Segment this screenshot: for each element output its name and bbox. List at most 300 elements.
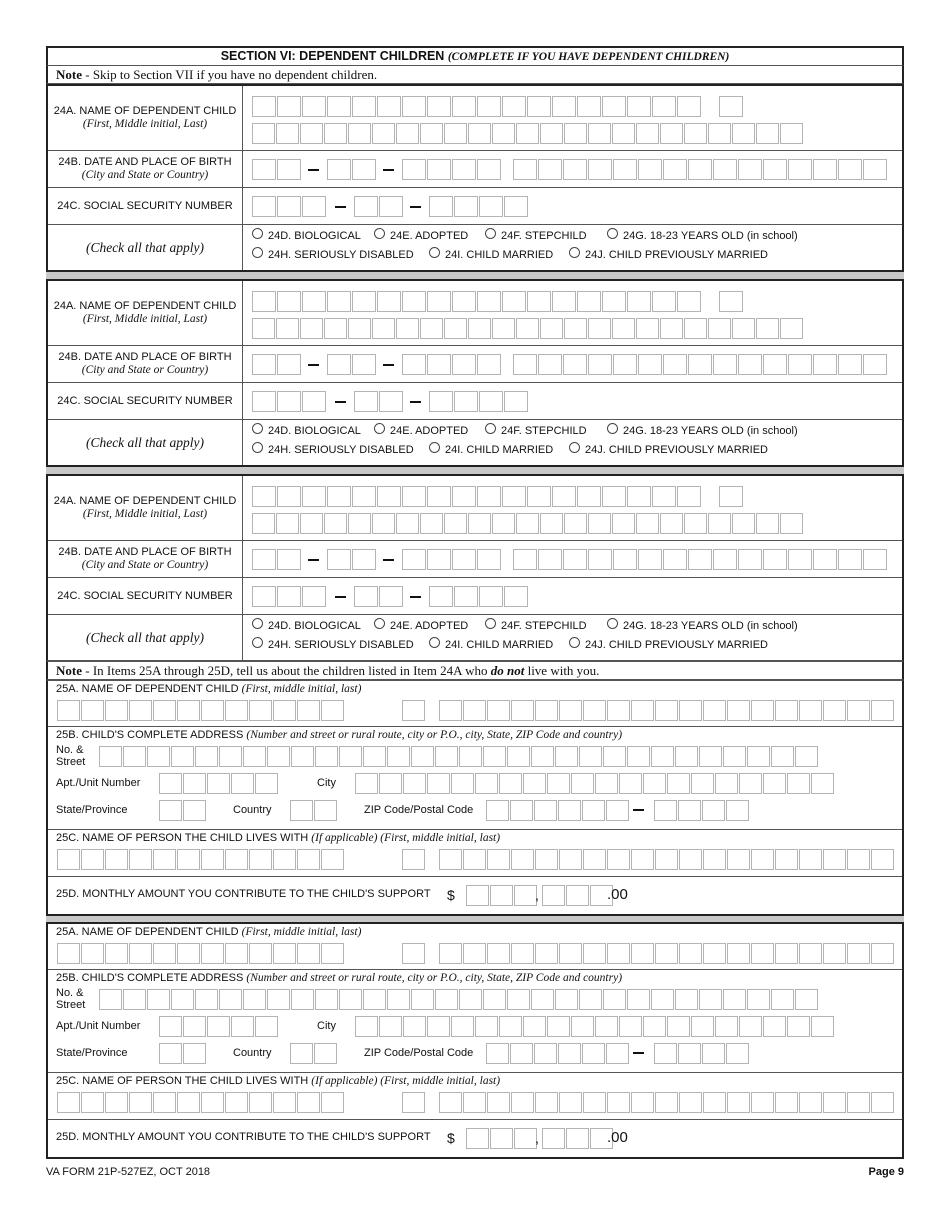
entry-box[interactable] (252, 486, 276, 507)
entry-box[interactable] (583, 943, 606, 964)
middle-initial-box[interactable] (719, 486, 744, 507)
entry-box[interactable] (602, 291, 626, 312)
checkbox-stepchild[interactable]: 24F. STEPCHILD (485, 230, 587, 242)
entry-box[interactable] (302, 486, 326, 507)
entry-box[interactable] (427, 291, 451, 312)
entry-box[interactable] (225, 700, 248, 721)
entry-box[interactable] (751, 1092, 774, 1113)
entry-box[interactable] (291, 989, 314, 1010)
radio-icon[interactable] (485, 228, 496, 239)
entry-box[interactable] (147, 989, 170, 1010)
entry-box[interactable] (255, 1016, 278, 1037)
ssn-part2-boxes[interactable] (354, 196, 404, 217)
entry-box[interactable] (243, 746, 266, 767)
entry-box[interactable] (788, 159, 812, 180)
entry-box[interactable] (486, 1043, 509, 1064)
first-name-boxes[interactable] (252, 486, 702, 507)
ssn-field[interactable] (243, 383, 902, 419)
checkbox-biological[interactable]: 24D. BIOLOGICAL (252, 620, 361, 632)
entry-box[interactable] (563, 159, 587, 180)
entry-box[interactable] (727, 943, 750, 964)
entry-box[interactable] (583, 1092, 606, 1113)
entry-box[interactable] (249, 1092, 272, 1113)
entry-box[interactable] (57, 700, 80, 721)
entry-box[interactable] (535, 943, 558, 964)
entry-box[interactable] (627, 746, 650, 767)
entry-box[interactable] (652, 96, 676, 117)
entry-box[interactable] (420, 123, 443, 144)
year-boxes[interactable] (402, 354, 502, 375)
entry-box[interactable] (564, 123, 587, 144)
entry-box[interactable] (679, 1092, 702, 1113)
guardian-middle-initial-box[interactable] (402, 849, 426, 870)
entry-box[interactable] (602, 486, 626, 507)
entry-box[interactable] (514, 885, 537, 906)
entry-box[interactable] (352, 354, 376, 375)
entry-box[interactable] (540, 513, 563, 534)
entry-box[interactable] (527, 291, 551, 312)
entry-box[interactable] (105, 943, 128, 964)
ssn-part3-boxes[interactable] (429, 391, 529, 412)
entry-box[interactable] (183, 773, 206, 794)
entry-box[interactable] (159, 1043, 182, 1064)
entry-box[interactable] (81, 943, 104, 964)
year-boxes[interactable] (402, 549, 502, 570)
entry-box[interactable] (542, 885, 565, 906)
entry-box[interactable] (483, 746, 506, 767)
entry-box[interactable] (747, 746, 770, 767)
dob-field[interactable] (243, 151, 902, 187)
entry-box[interactable] (558, 800, 581, 821)
checkbox-adopted[interactable]: 24E. ADOPTED (374, 425, 468, 437)
ssn-part2-boxes[interactable] (354, 391, 404, 412)
entry-box[interactable] (379, 196, 403, 217)
entry-box[interactable] (577, 291, 601, 312)
entry-box[interactable] (613, 354, 637, 375)
entry-box[interactable] (651, 989, 674, 1010)
entry-box[interactable] (486, 800, 509, 821)
entry-box[interactable] (703, 1092, 726, 1113)
entry-box[interactable] (627, 96, 651, 117)
entry-box[interactable] (300, 318, 323, 339)
entry-box[interactable] (302, 391, 326, 412)
entry-box[interactable] (402, 291, 426, 312)
entry-box[interactable] (516, 513, 539, 534)
entry-box[interactable] (566, 1128, 589, 1149)
apt-boxes[interactable] (159, 773, 279, 794)
entry-box[interactable] (427, 354, 451, 375)
entry-box[interactable] (713, 549, 737, 570)
entry-box[interactable] (300, 123, 323, 144)
entry-box[interactable] (277, 354, 301, 375)
entry-box[interactable] (787, 1016, 810, 1037)
zip-boxes[interactable] (486, 800, 630, 821)
entry-box[interactable] (377, 96, 401, 117)
entry-box[interactable] (153, 943, 176, 964)
entry-box[interactable] (577, 486, 601, 507)
entry-box[interactable] (372, 513, 395, 534)
entry-box[interactable] (487, 943, 510, 964)
entry-box[interactable] (684, 123, 707, 144)
entry-box[interactable] (57, 943, 80, 964)
entry-box[interactable] (427, 549, 451, 570)
entry-box[interactable] (290, 800, 313, 821)
entry-box[interactable] (129, 849, 152, 870)
entry-box[interactable] (396, 318, 419, 339)
entry-box[interactable] (477, 549, 501, 570)
ssn-part1-boxes[interactable] (252, 391, 327, 412)
day-boxes[interactable] (327, 549, 377, 570)
month-boxes[interactable] (252, 354, 302, 375)
entry-box[interactable] (516, 318, 539, 339)
entry-box[interactable] (588, 159, 612, 180)
entry-box[interactable] (631, 1092, 654, 1113)
entry-box[interactable] (324, 513, 347, 534)
entry-box[interactable] (607, 849, 630, 870)
entry-box[interactable] (652, 291, 676, 312)
checkbox-stepchild[interactable]: 24F. STEPCHILD (485, 620, 587, 632)
ssn-part1-boxes[interactable] (252, 586, 327, 607)
entry-box[interactable] (708, 123, 731, 144)
dob-field[interactable] (243, 346, 902, 382)
entry-box[interactable] (715, 773, 738, 794)
child-first-name-boxes[interactable] (57, 700, 345, 721)
entry-box[interactable] (603, 989, 626, 1010)
entry-box[interactable] (756, 513, 779, 534)
entry-box[interactable] (677, 486, 701, 507)
entry-box[interactable] (377, 291, 401, 312)
entry-box[interactable] (129, 700, 152, 721)
entry-box[interactable] (751, 849, 774, 870)
radio-icon[interactable] (374, 423, 385, 434)
entry-box[interactable] (276, 318, 299, 339)
entry-box[interactable] (504, 196, 528, 217)
entry-box[interactable] (723, 746, 746, 767)
entry-box[interactable] (691, 1016, 714, 1037)
entry-box[interactable] (823, 1092, 846, 1113)
entry-box[interactable] (201, 1092, 224, 1113)
checkbox-child-married[interactable]: 24I. CHILD MARRIED (429, 249, 553, 261)
entry-box[interactable] (732, 513, 755, 534)
entry-box[interactable] (552, 486, 576, 507)
entry-box[interactable] (719, 486, 743, 507)
entry-box[interactable] (739, 1016, 762, 1037)
entry-box[interactable] (558, 1043, 581, 1064)
entry-box[interactable] (775, 943, 798, 964)
entry-box[interactable] (531, 746, 554, 767)
entry-box[interactable] (727, 700, 750, 721)
entry-box[interactable] (99, 989, 122, 1010)
entry-box[interactable] (466, 885, 489, 906)
entry-box[interactable] (660, 513, 683, 534)
entry-box[interactable] (459, 746, 482, 767)
entry-box[interactable] (751, 700, 774, 721)
entry-box[interactable] (277, 159, 301, 180)
entry-box[interactable] (613, 159, 637, 180)
child-last-name-boxes[interactable] (439, 700, 895, 721)
entry-box[interactable] (105, 1092, 128, 1113)
entry-box[interactable] (727, 1092, 750, 1113)
entry-box[interactable] (252, 354, 276, 375)
entry-box[interactable] (463, 1092, 486, 1113)
entry-box[interactable] (195, 989, 218, 1010)
year-boxes[interactable] (402, 159, 502, 180)
entry-box[interactable] (147, 746, 170, 767)
country-boxes[interactable] (290, 800, 338, 821)
entry-box[interactable] (352, 486, 376, 507)
entry-box[interactable] (252, 391, 276, 412)
entry-box[interactable] (547, 1016, 570, 1037)
entry-box[interactable] (612, 318, 635, 339)
entry-box[interactable] (502, 486, 526, 507)
amount-hundreds-boxes[interactable] (542, 885, 614, 906)
entry-box[interactable] (799, 849, 822, 870)
entry-box[interactable] (321, 943, 344, 964)
entry-box[interactable] (452, 354, 476, 375)
entry-box[interactable] (402, 354, 426, 375)
entry-box[interactable] (513, 549, 537, 570)
last-name-boxes[interactable] (252, 123, 804, 144)
entry-box[interactable] (468, 513, 491, 534)
entry-box[interactable] (559, 700, 582, 721)
entry-box[interactable] (652, 486, 676, 507)
entry-box[interactable] (613, 549, 637, 570)
entry-box[interactable] (451, 1016, 474, 1037)
radio-icon[interactable] (569, 247, 580, 258)
first-name-boxes[interactable] (252, 96, 702, 117)
entry-box[interactable] (627, 989, 650, 1010)
entry-box[interactable] (273, 849, 296, 870)
entry-box[interactable] (276, 123, 299, 144)
entry-box[interactable] (411, 746, 434, 767)
entry-box[interactable] (207, 1016, 230, 1037)
entry-box[interactable] (466, 1128, 489, 1149)
entry-box[interactable] (348, 318, 371, 339)
entry-box[interactable] (863, 354, 887, 375)
entry-box[interactable] (252, 96, 276, 117)
entry-box[interactable] (105, 849, 128, 870)
entry-box[interactable] (813, 159, 837, 180)
entry-box[interactable] (129, 943, 152, 964)
entry-box[interactable] (751, 943, 774, 964)
entry-box[interactable] (726, 1043, 749, 1064)
guardian-middle-initial-box[interactable] (402, 1092, 426, 1113)
entry-box[interactable] (713, 354, 737, 375)
entry-box[interactable] (427, 159, 451, 180)
entry-box[interactable] (377, 486, 401, 507)
entry-box[interactable] (715, 1016, 738, 1037)
checkbox-child-married[interactable]: 24I. CHILD MARRIED (429, 444, 553, 456)
radio-icon[interactable] (429, 442, 440, 453)
entry-box[interactable] (871, 700, 894, 721)
month-boxes[interactable] (252, 549, 302, 570)
entry-box[interactable] (379, 586, 403, 607)
entry-box[interactable] (273, 943, 296, 964)
ssn-field[interactable] (243, 188, 902, 224)
entry-box[interactable] (402, 96, 426, 117)
radio-icon[interactable] (607, 618, 618, 629)
entry-box[interactable] (607, 943, 630, 964)
entry-box[interactable] (302, 586, 326, 607)
entry-box[interactable] (302, 196, 326, 217)
entry-box[interactable] (588, 318, 611, 339)
ssn-part3-boxes[interactable] (429, 196, 529, 217)
entry-box[interactable] (252, 513, 275, 534)
entry-box[interactable] (732, 123, 755, 144)
entry-box[interactable] (123, 989, 146, 1010)
last-name-boxes[interactable] (252, 513, 804, 534)
entry-box[interactable] (352, 549, 376, 570)
entry-box[interactable] (702, 800, 725, 821)
entry-box[interactable] (219, 746, 242, 767)
entry-box[interactable] (527, 486, 551, 507)
entry-box[interactable] (531, 989, 554, 1010)
entry-box[interactable] (523, 773, 546, 794)
entry-box[interactable] (57, 849, 80, 870)
entry-box[interactable] (315, 746, 338, 767)
entry-box[interactable] (352, 159, 376, 180)
entry-box[interactable] (612, 513, 635, 534)
entry-box[interactable] (577, 96, 601, 117)
entry-box[interactable] (81, 849, 104, 870)
entry-box[interactable] (534, 1043, 557, 1064)
entry-box[interactable] (660, 123, 683, 144)
entry-box[interactable] (183, 800, 206, 821)
entry-box[interactable] (780, 513, 803, 534)
entry-box[interactable] (435, 746, 458, 767)
checkbox-adopted[interactable]: 24E. ADOPTED (374, 230, 468, 242)
name-field[interactable] (243, 281, 902, 345)
entry-box[interactable] (684, 513, 707, 534)
entry-box[interactable] (663, 354, 687, 375)
entry-box[interactable] (252, 549, 276, 570)
entry-box[interactable] (225, 1092, 248, 1113)
guardian-first-name-boxes[interactable] (57, 1092, 345, 1113)
entry-box[interactable] (129, 1092, 152, 1113)
entry-box[interactable] (571, 773, 594, 794)
entry-box[interactable] (511, 943, 534, 964)
entry-box[interactable] (249, 849, 272, 870)
entry-box[interactable] (159, 1016, 182, 1037)
entry-box[interactable] (555, 989, 578, 1010)
entry-box[interactable] (183, 1016, 206, 1037)
checkbox-adopted[interactable]: 24E. ADOPTED (374, 620, 468, 632)
entry-box[interactable] (324, 318, 347, 339)
street-boxes[interactable] (99, 989, 819, 1010)
entry-box[interactable] (81, 700, 104, 721)
entry-box[interactable] (57, 1092, 80, 1113)
entry-box[interactable] (643, 1016, 666, 1037)
entry-box[interactable] (638, 549, 662, 570)
radio-icon[interactable] (252, 247, 263, 258)
entry-box[interactable] (355, 1016, 378, 1037)
entry-box[interactable] (871, 943, 894, 964)
radio-icon[interactable] (252, 637, 263, 648)
entry-box[interactable] (588, 354, 612, 375)
entry-box[interactable] (290, 1043, 313, 1064)
entry-box[interactable] (252, 196, 276, 217)
entry-box[interactable] (631, 943, 654, 964)
entry-box[interactable] (297, 1092, 320, 1113)
entry-box[interactable] (231, 1016, 254, 1037)
entry-box[interactable] (159, 800, 182, 821)
checkbox-child-previously-married[interactable]: 24J. CHILD PREVIOUSLY MARRIED (569, 249, 768, 261)
entry-box[interactable] (535, 700, 558, 721)
entry-box[interactable] (105, 700, 128, 721)
entry-box[interactable] (452, 96, 476, 117)
city-boxes[interactable] (355, 1016, 835, 1037)
entry-box[interactable] (321, 700, 344, 721)
entry-box[interactable] (823, 943, 846, 964)
entry-box[interactable] (327, 354, 351, 375)
entry-box[interactable] (321, 849, 344, 870)
entry-box[interactable] (327, 486, 351, 507)
entry-box[interactable] (847, 1092, 870, 1113)
entry-box[interactable] (775, 849, 798, 870)
entry-box[interactable] (252, 318, 275, 339)
entry-box[interactable] (468, 318, 491, 339)
entry-box[interactable] (747, 989, 770, 1010)
entry-box[interactable] (813, 354, 837, 375)
entry-box[interactable] (602, 96, 626, 117)
entry-box[interactable] (427, 773, 450, 794)
entry-box[interactable] (454, 196, 478, 217)
entry-box[interactable] (538, 159, 562, 180)
entry-box[interactable] (387, 746, 410, 767)
entry-box[interactable] (651, 746, 674, 767)
country-boxes[interactable] (290, 1043, 338, 1064)
entry-box[interactable] (771, 989, 794, 1010)
entry-box[interactable] (439, 1092, 462, 1113)
entry-box[interactable] (249, 700, 272, 721)
entry-box[interactable] (435, 989, 458, 1010)
entry-box[interactable] (719, 96, 743, 117)
entry-box[interactable] (231, 773, 254, 794)
entry-box[interactable] (667, 1016, 690, 1037)
entry-box[interactable] (559, 849, 582, 870)
entry-box[interactable] (255, 773, 278, 794)
entry-box[interactable] (507, 746, 530, 767)
radio-icon[interactable] (374, 618, 385, 629)
entry-box[interactable] (297, 943, 320, 964)
entry-box[interactable] (847, 849, 870, 870)
entry-box[interactable] (756, 123, 779, 144)
middle-initial-box[interactable] (719, 96, 744, 117)
entry-box[interactable] (302, 291, 326, 312)
place-of-birth-boxes[interactable] (513, 354, 888, 375)
entry-box[interactable] (847, 700, 870, 721)
entry-box[interactable] (339, 746, 362, 767)
entry-box[interactable] (219, 989, 242, 1010)
entry-box[interactable] (499, 1016, 522, 1037)
checkbox-biological[interactable]: 24D. BIOLOGICAL (252, 230, 361, 242)
entry-box[interactable] (838, 354, 862, 375)
entry-box[interactable] (627, 291, 651, 312)
entry-box[interactable] (483, 989, 506, 1010)
entry-box[interactable] (396, 513, 419, 534)
entry-box[interactable] (477, 354, 501, 375)
radio-icon[interactable] (569, 442, 580, 453)
entry-box[interactable] (487, 1092, 510, 1113)
place-of-birth-boxes[interactable] (513, 549, 888, 570)
entry-box[interactable] (863, 549, 887, 570)
entry-box[interactable] (756, 318, 779, 339)
entry-box[interactable] (739, 773, 762, 794)
amount-thousands-boxes[interactable] (466, 885, 538, 906)
entry-box[interactable] (300, 513, 323, 534)
entry-box[interactable] (277, 291, 301, 312)
entry-box[interactable] (201, 849, 224, 870)
